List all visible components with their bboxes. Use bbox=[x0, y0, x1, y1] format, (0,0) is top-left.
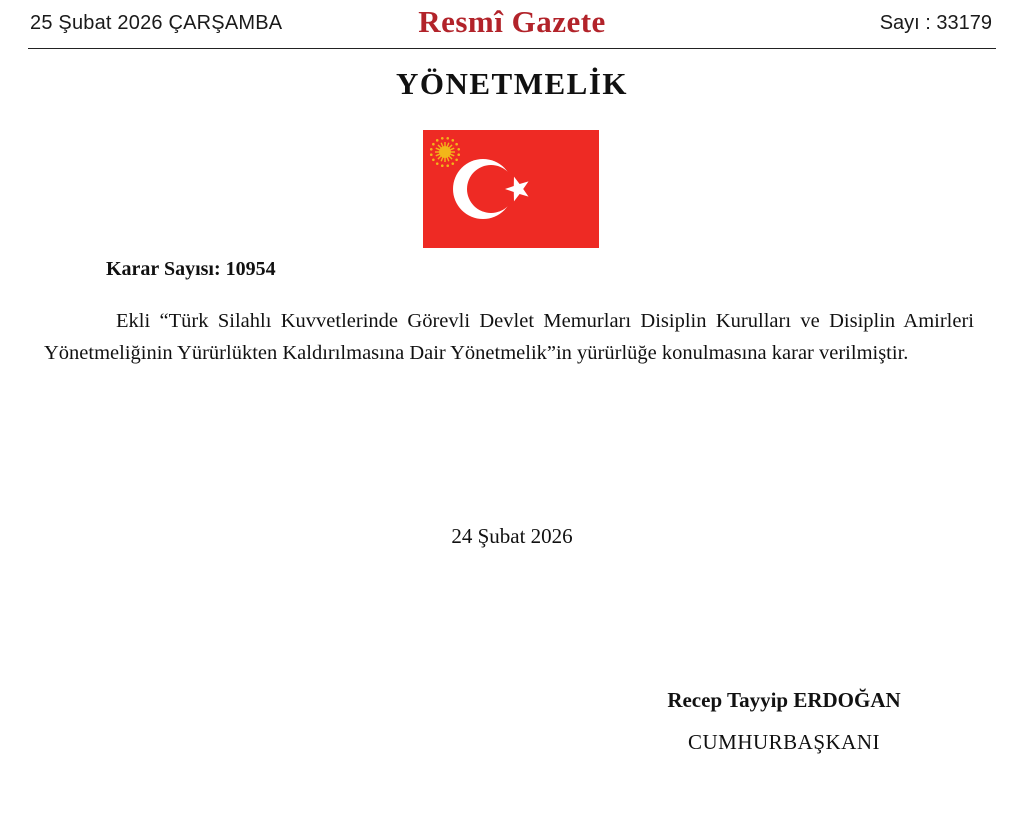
issue-number: Sayı : 33179 bbox=[879, 12, 992, 34]
sun-star bbox=[446, 137, 449, 140]
sun-star bbox=[457, 153, 460, 156]
sun-star bbox=[441, 164, 444, 167]
document-type-heading: YÖNETMELİK bbox=[395, 66, 629, 101]
gazette-title: Resmî Gazete bbox=[418, 4, 606, 39]
signature-date: 24 Şubat 2026 bbox=[451, 524, 573, 548]
sun-star bbox=[446, 164, 449, 167]
sun-star bbox=[436, 139, 439, 142]
sun-star bbox=[457, 148, 460, 151]
masthead bbox=[28, 0, 996, 49]
sun-star bbox=[451, 139, 454, 142]
sun-star bbox=[436, 162, 439, 165]
sun-star bbox=[430, 148, 433, 151]
sun-star bbox=[455, 158, 458, 161]
sun-star bbox=[441, 137, 444, 140]
decision-body-text: Ekli “Türk Silahlı Kuvvetlerinde Görevli Devlet Memurları Disiplin Kurulları ve Disiplin Amirleri Yönetmeliğinin Yürürlükten Kaldırılmasına Dair Yönetmelik”in yürürlüğe konulmasına karar verilmiştir. bbox=[44, 310, 974, 364]
sun-star bbox=[451, 162, 454, 165]
sun-star bbox=[455, 143, 458, 146]
signer-title: CUMHURBAŞKANI bbox=[687, 730, 881, 754]
sun-core bbox=[439, 146, 451, 158]
decision-number: Karar Sayısı: 10954 bbox=[106, 258, 276, 280]
issue-date: 25 Şubat 2026 ÇARŞAMBA bbox=[30, 12, 283, 34]
sun-star bbox=[432, 143, 435, 146]
sun-star bbox=[432, 158, 435, 161]
sun-star bbox=[430, 153, 433, 156]
signer-name: Recep Tayyip ERDOĞAN bbox=[667, 688, 901, 712]
turkish-presidential-flag-icon bbox=[423, 130, 599, 248]
